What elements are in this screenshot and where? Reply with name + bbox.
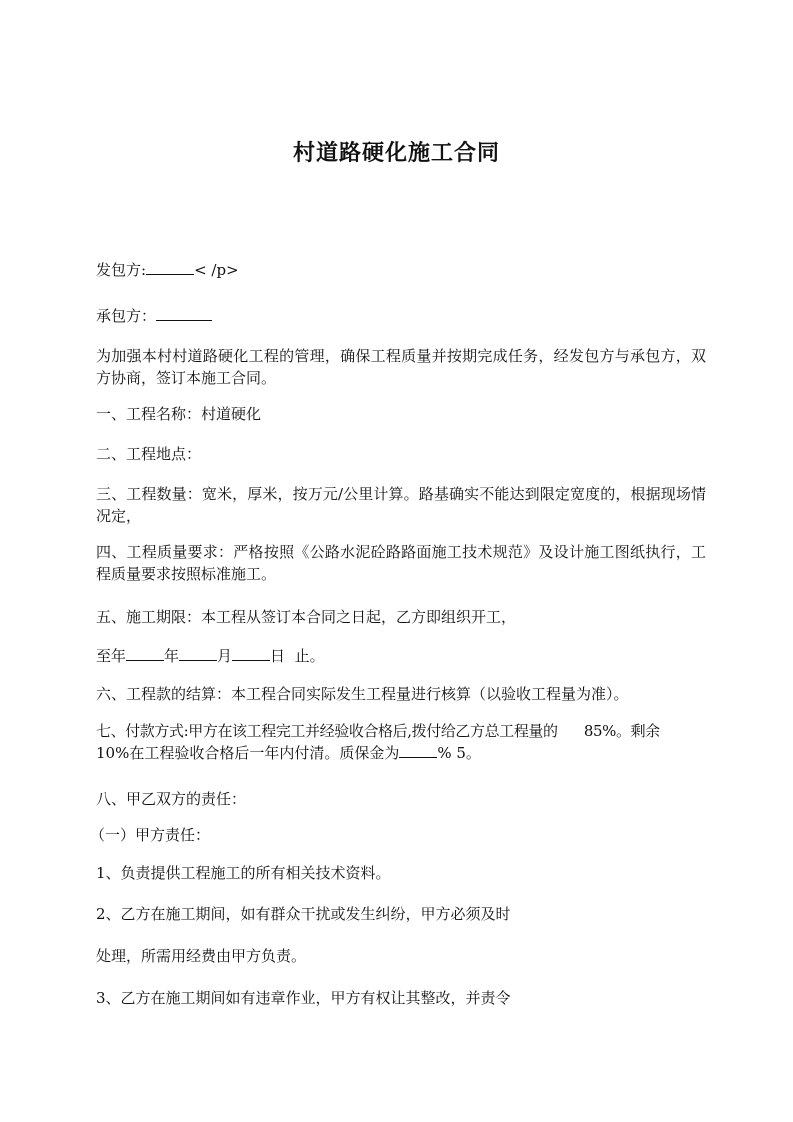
- duty-item-2a: 2、乙方在施工期间，如有群众干扰或发生纠纷，甲方必须及时: [96, 905, 511, 923]
- duty-item-2b: 处理，所需用经费由甲方负责。: [96, 947, 307, 965]
- clause-5: 五、施工期限：本工程从签订本合同之日起，乙方即组织开工，: [96, 608, 517, 626]
- party-a-label: 发包方:: [96, 261, 147, 279]
- month-blank: [179, 645, 217, 661]
- clause-7-line-2: [96, 742, 706, 764]
- year-blank: [126, 645, 164, 661]
- party-b-blank: [156, 305, 212, 321]
- clause-1: 一、工程名称：村道硬化: [96, 405, 262, 423]
- clause-3: 三、工程数量：宽米，厚米，按万元/公里计算。路基确实不能达到限定宽度的，根据现场情况定，: [96, 485, 706, 525]
- party-b-label: 承包方：: [96, 307, 157, 325]
- clause-8: 八、甲乙双方的责任：: [96, 790, 247, 808]
- party-a-duties-heading: （一）甲方责任：: [90, 826, 211, 844]
- party-a-suffix: < /p>: [194, 261, 239, 279]
- party-b-line: [96, 305, 706, 327]
- duty-item-1: 1、负责提供工程施工的所有相关技术资料。: [96, 864, 391, 882]
- clause-7-line-1: 七、付款方式:甲方在该工程完工并经验收合格后,拨付给乙方总工程量的 85%。剩余: [96, 722, 660, 740]
- party-a-blank: [146, 259, 194, 275]
- deadline-line: [96, 645, 706, 667]
- clause-7-suffix: % 5。: [437, 744, 481, 762]
- intro-paragraph: 为加强本村村道路硬化工程的管理，确保工程质量并按期完成任务，经发包方与承包方，双方协商，签订本施工合同。: [96, 347, 706, 387]
- clause-2: 二、工程地点：: [96, 445, 202, 463]
- page-title: 村道路硬化施工合同: [292, 141, 500, 166]
- clause-6: 六、工程款的结算：本工程合同实际发生工程量进行核算（以验收工程量为准）。: [96, 685, 629, 703]
- party-a-line: [96, 259, 706, 281]
- clause-7-prefix: 10%在工程验收合格后一年内付清。质保金为: [96, 744, 400, 762]
- year-label: 年: [164, 647, 180, 665]
- duty-item-3: 3、乙方在施工期间如有违章作业，甲方有权让其整改，并责令: [96, 989, 511, 1007]
- clause-4: 四、工程质量要求：严格按照《公路水泥砼路路面施工技术规范》及设计施工图纸执行，工程质量要求按照标准施工。: [96, 543, 706, 583]
- day-blank: [232, 645, 270, 661]
- retention-blank: [399, 742, 437, 758]
- month-label: 月: [217, 647, 233, 665]
- day-label: 日 止。: [270, 647, 325, 665]
- deadline-prefix: 至年: [96, 647, 127, 665]
